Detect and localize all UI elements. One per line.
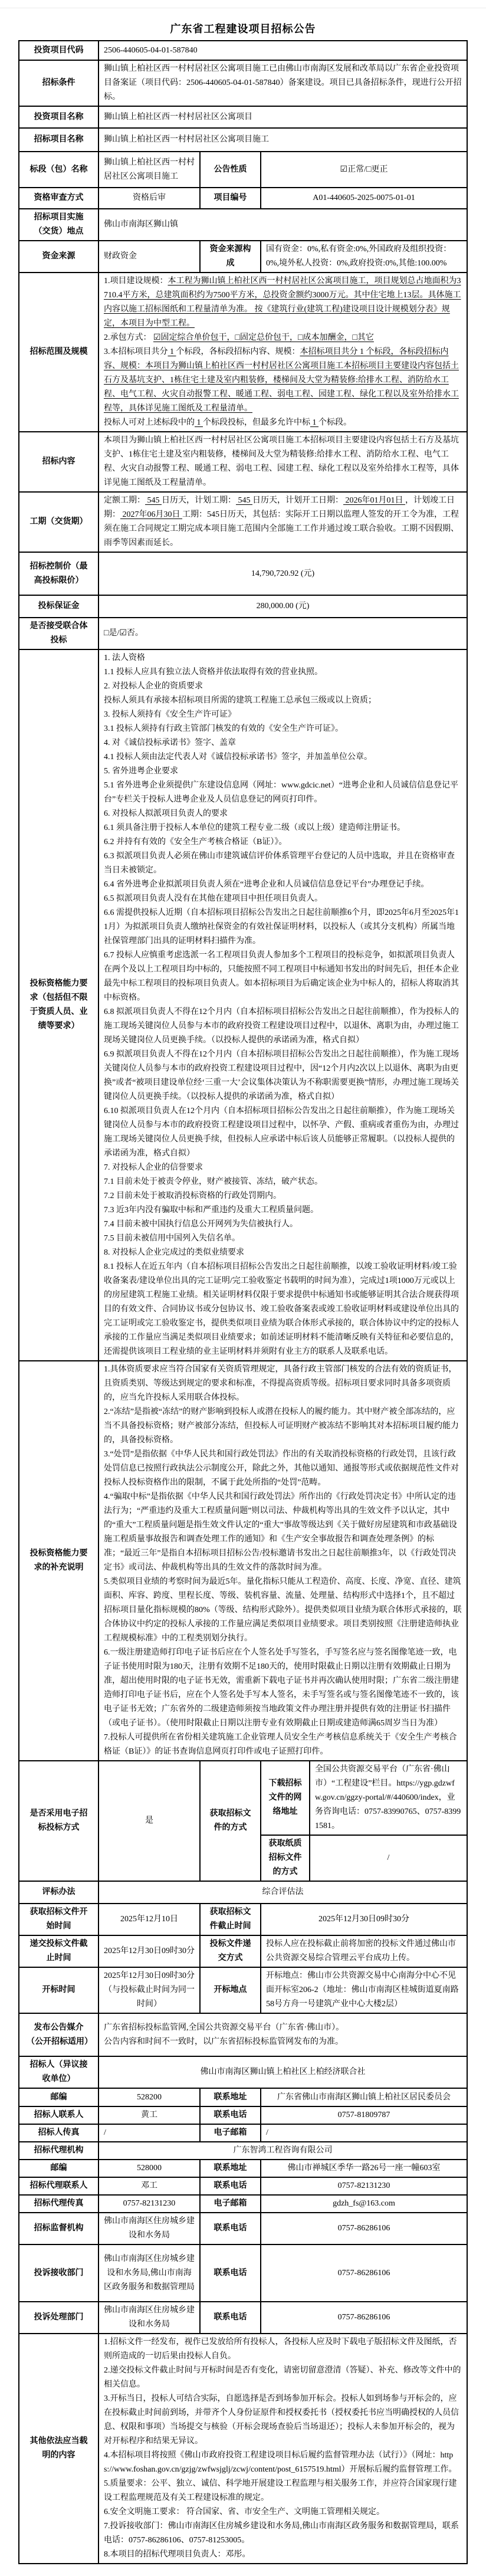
value-document-obtain-start: 2025年12月10日 [98, 1904, 200, 1935]
value-section-name: 狮山镇上柏社区西一村村居社区公寓项目施工 [98, 152, 200, 188]
label-tenderer-address: 联系地址 [200, 2088, 261, 2106]
value-supervision-phone: 0757-86286106 [261, 2213, 467, 2244]
value-other-contents: 1.招标文件一经发布，视作已发放给所有投标人，各投标人应及时下载电子版招标文件及图纸，否则所造成的一切后果由投标人自负。 2.递交投标文件截止时间与开标时间是否有变化，请密切留意澄清（答疑）、补充、修改等文件中的相关信息。 3.开标当日，投标人可结合实际，自愿选择是否到场参加开标会。投标人如到场参与开标会的，应在投标截止时间前到场，并带齐个人身份证原件和授权委托书（授权委托书应当明确授权的人员信息、权限和事项）当场提交与核验（开标会现场查验后当场退还）；投标人未参加开标会的，视为对开标程序和结果无异议。 4.本招标项目将按照《佛山市政府投资工程建设项目标后履约监督管理办法（试行）》（网址：https://www.foshan.gov.cn/gzjg/zwfwsjglj/zcwj/content/post_6157519.html）开展标后履约监督管理工作。 5.质量要求：公平、独立、诚信、科学地开展建设工程监理与相关服务工作，并应符合国家现行建设工程监理规范及有关工程建设标准的规定。 6.安全文明施工要求： 符合国家、省、市安全生产、文明施工管理相关规定。 7.投诉接收部门：佛山市南海区住房城乡建设和水务局,佛山市南海区政务服务和数据管理局，联系电话：0757-86286106、0757-81253005。 8.本项目的招标代理项目负责人：邓彤。 [98, 2334, 467, 2564]
value-investment-project-code: 2506-440605-04-01-587840 [98, 41, 467, 60]
label-tenderer-postcode: 邮编 [19, 2088, 98, 2106]
row-duration [19, 492, 467, 552]
label-announcement-nature: 公告性质 [200, 152, 261, 188]
label-tender-conditions: 招标条件 [19, 60, 98, 106]
page [0, 8, 486, 2564]
label-agency-contact: 招标代理联系人 [19, 2177, 98, 2195]
row-agency-fax [19, 2195, 467, 2213]
value-tender-content: 本项目为狮山镇上柏社区西一村村居社区公寓项目施工本招标项目主要建设内容包括土石方及基坑支护、1栋住宅土建及室内粗装修，楼梯间及大堂为精装修:给排水工程、消防给水工程、电气工程、火灾自动报警工程、暖通工程、弱电工程、园建工程、绿化工程以及室外给排水工程等，具体详见施工图纸及工程量清单。 [98, 432, 467, 492]
row-delivery-location [19, 209, 467, 241]
label-document-obtain-deadline: 获取招标文件截止时间 [200, 1904, 261, 1935]
label-tender-project-name: 招标项目名称 [19, 128, 98, 152]
label-bid-opening-time: 开标时间 [19, 1967, 98, 2013]
label-complaint-handling: 投诉处理部门 [19, 2302, 98, 2334]
label-project-number: 项目编号 [200, 188, 261, 209]
label-complaint-handling-phone: 联系电话 [200, 2302, 261, 2334]
label-duration: 工期（交货期） [19, 492, 98, 552]
row-agency-postcode [19, 2160, 467, 2177]
value-investment-project-name: 狮山镇上柏社区西一村村居社区公寓项目 [98, 106, 467, 128]
row-qualification-review [19, 188, 467, 209]
label-agency: 招标代理机构 [19, 2142, 98, 2160]
value-qualification-review-method: 资格后审 [98, 188, 200, 209]
value-tender-conditions: 狮山镇上柏社区西一村村居社区公寓项目施工已由佛山市南海区发展和改革局以广东省企业投资项目备案证（项目代码：2506-440605-04-01-587840）备案建设。项目已具备招标条件，现进行公开招标。 [98, 60, 467, 106]
value-complaint-receiving-phone: 0757-86286106 [261, 2244, 467, 2302]
value-duration: 定额工期： 545 日历天，计划工期： 545 日历天，计划开工日期： 2026年01月01日 ，计划竣工日期： 2027年06月30日 工期：545日历天，其包括：实际开工日期以监理人签发的开工令为准，工程须在施工合同规定工期完成本项目施工范围内全部施工工作并通过竣工联合验收。工期不因假期、雨季等因素而延长。 [98, 492, 467, 552]
label-supervision: 招标监督机构 [19, 2213, 98, 2244]
label-other-contents: 其他依法应当载明的内容 [19, 2334, 98, 2564]
row-tenderer-fax [19, 2124, 467, 2142]
label-tenderer-email: 电子邮箱 [200, 2124, 261, 2142]
announcement-table-body [19, 41, 467, 2564]
value-evaluation-method: 综合评估法 [98, 1881, 467, 1904]
value-bid-submission-method: 投标人应在投标截止前将加密的投标文件通过佛山市公共资源交易综合管理云平台成功上传。 [261, 1935, 467, 1967]
label-document-obtain-start: 获取招标文件开始时间 [19, 1904, 98, 1935]
row-qualification-supplement [19, 1361, 467, 1761]
label-paper-documents: 获取纸质招标文件的方式 [261, 1835, 310, 1881]
label-agency-phone: 联系电话 [200, 2177, 261, 2195]
page-title: 广东省工程建设项目招标公告 [170, 23, 316, 35]
label-bid-bond: 投标保证金 [19, 595, 98, 618]
row-complaint-receiving [19, 2244, 467, 2302]
row-tender-conditions [19, 60, 467, 106]
value-announcement-media: 广东省招标投标监管网,全国公共资源交易平台（广东省·佛山市）。 公告内容和时间不一致时，以广东省招标投标监管网发布的为准。 [98, 2013, 467, 2056]
value-project-number: A01-440605-2025-0075-01-01 [261, 188, 467, 209]
label-funding-source: 资金来源 [19, 241, 98, 273]
row-other-contents [19, 2334, 467, 2564]
row-control-price [19, 552, 467, 595]
value-bid-bond: 280,000.00 (元) [98, 595, 467, 618]
label-announcement-media: 发布公告媒介（公开招标适用） [19, 2013, 98, 2056]
row-section-name [19, 152, 467, 188]
row-tender-project-name [19, 128, 467, 152]
value-tenderer-address: 广东省佛山市南海区狮山镇上柏社区居民委员会 [261, 2088, 467, 2106]
label-agency-postcode: 邮编 [19, 2160, 98, 2177]
row-investment-project-code [19, 41, 467, 60]
row-tenderer [19, 2056, 467, 2088]
label-agency-email: 电子邮箱 [200, 2195, 261, 2213]
value-bidder-qualification-requirements: 1. 法人资格 1.1 投标人应具有独立法人资格并依法取得有效的营业执照。 2. 对投标人企业的资质要求 投标人须具有承接本招标项目所需的建筑工程施工总承包三级或以上资质； 3. 投标人须持有《安全生产许可证》 3.1 投标人须持有行政主管部门核发的有效的《安全生产许可证》。 4. 对《诚信投标承诺书》签字、盖章 4.1 投标人须由法定代表人对《诚信投标承诺书》签字，并加盖单位公章。 5. 省外进粤企业要求 5.1 省外进粤企业须提供广东建设信息网（网址：www.gdcic.net）“进粤企业和人员诚信信息登记平台”专栏关于投标人进粤企业及人员信息登记的网页打印件。 6. 对投标人拟派项目负责人的要求 6.1 须具备注册于投标人本单位的建筑工程专业二级（或以上级）建造师注册证书。 6.2 并持有有效的《安全生产考核合格证（B证）》。 6.3 拟派项目负责人必须在佛山市建筑诚信评价体系管理平台登记的人员中选取，并且在资格审查当日未被锁定。 6.4 省外进粤企业拟派项目负责人须在“进粤企业和人员诚信信息登记平台”办理登记手续。 6.5 拟派项目负责人没有在其他在建项目中担任项目负责人。 6.6 需提供投标人近期（自本招标项目招标公告发出之日起往前顺推6个月，即2025年6月至2025年11月）为拟派项目负责人缴纳社保资金的有效社保证明材料，以投标人（或其分支机构）所属当地社保管理部门出具的证明材料扫描件为准。 6.7 投标人应慎重考虑选派一名工程项目负责人参加多个工程项目的投标竞争，如拟派项目负责人在两个及以上工程项目均中标的，只能按照不同工程项目中标通知书发出的时间先后，担任本企业最先中标工程项目的投标项目负责人。如本招标项目为后确定该企业为中标人的，招标人将取消其中标资格。 6.8 拟派项目负责人不得在12个月内（自本招标项目招标公告发出之日起往前顺推），作为投标人的施工现场关键岗位人员参与本市的政府投资工程建设项目过程中，以退休、离职为由，办理过施工现场关键岗位人员更换手续。（以投标人提供的承诺函为准，格式自拟） 6.9 拟派项目负责人不得在12个月内（自本招标项目招标公告发出之日起往前顺推），作为施工现场关键岗位人员参与本市的政府投资工程建设项目过程中，因“12个月内2次以上以退休、离职为由更换”或者“被项目建设单位经‘三重一大’会议集体决策认为不称职需要更换”情形，办理过施工现场关键岗位人员更换手续。（以投标人提供的承诺函为准，格式自拟） 6.10 拟派项目负责人在12个月内（自本招标项目招标公告发出之日起往前顺推），作为施工现场关键岗位人员参与本市的政府投资工程建设项目过程中，以怀孕、产假、重病或者重伤为由，办理过施工现场关键岗位人员更换手续，但投标人应承诺中标后该人员能够正常履职。（以投标人提供的承诺函为准，格式自拟） 7. 对投标人企业的信誉要求 7.1 目前未处于被责令停业，财产被接管、冻结，破产状态。 7.2 目前未处于被取消投标资格的行政处罚期内。 7.3 近3年内没有骗取中标和严重违约及重大工程质量问题。 7.4 目前未被中国执行信息公开网列为失信被执行人。 7.5 目前未被信用中国列入失信名单。 8. 对投标人企业完成过的类似业绩要求 8.1 投标人在近五年内（自本招标项目招标公告发出之日起往前顺推，以竣工验收证明材料/竣工验收备案表/建设单位出具的完工证明/完工验收鉴定书载明的时间为准），完成过1项1000万元或以上的房屋建筑工程施工业绩。相关证明材料仅限于要求提供中标通知书或能够证明其合法合规获得项目的有效文件、合同协议书或分包协议书、竣工验收备案表或竣工验收证明材料或建设单位出具的完工证明或完工验收鉴定书，提供类似项目业绩为联合体形式承接的，联合体协议中约定的投标人承接的工作量应当满足类似项目业绩要求；如前述证明材料不能清晰反映有关特征和必要信息的，还需提供该项目工程业绩的业主证明材料并须附有业主方的联系人及联系电话。 [98, 649, 467, 1361]
row-tenderer-contact [19, 2106, 467, 2124]
value-agency: 广东智鸿工程咨询有限公司 [98, 2142, 467, 2160]
value-funding-source: 财政资金 [98, 241, 200, 273]
row-investment-project-name [19, 106, 467, 128]
label-funding-composition: 资金来源构成 [200, 241, 261, 273]
row-supervision [19, 2213, 467, 2244]
value-tender-project-name: 狮山镇上柏社区西一村村居社区公寓项目施工 [98, 128, 467, 152]
value-agency-email: gdzh_fs@163.com [261, 2195, 467, 2213]
value-funding-composition: 国有资金：0%,私有资金:0%,外国政府及组织投资：0%,境外私人投资：0%,政府投资:0%,其他:100.00% [261, 241, 467, 273]
label-bid-submission-deadline: 递交投标文件截止时间 [19, 1935, 98, 1967]
value-delivery-location: 佛山市南海区狮山镇 [98, 209, 467, 241]
value-tenderer-contact: 黄工 [98, 2106, 200, 2124]
value-tenderer: 佛山市南海区狮山镇上柏社区上柏经济联合社 [98, 2056, 467, 2088]
value-complaint-receiving: 佛山市南海区住房城乡建设和水务局,佛山市南海区政务服务和数据管理局 [98, 2244, 200, 2302]
label-qualification-supplement: 投标资格能力要求的补充说明 [19, 1361, 98, 1761]
row-tenderer-postcode [19, 2088, 467, 2106]
value-download-url: 全国公共资源交易平台（广东省·佛山市）“工程建设”栏目。https://ygp.gdzwfw.gov.cn/ggzy-portal/#/440600/index，业务咨询电话：0757-83990765、0757-83991581。 [310, 1761, 467, 1835]
value-paper-documents: / [310, 1835, 467, 1881]
value-complaint-handling: 佛山市南海区住房城乡建设和水务局 [98, 2302, 200, 2334]
tender-announcement-table [18, 40, 468, 2564]
value-announcement-nature: ☑正常/□更正 [261, 152, 467, 188]
row-evaluation-method [19, 1881, 467, 1904]
label-obtain-documents-method: 获取招标文件的方式 [200, 1761, 261, 1881]
value-tenderer-email: / [261, 2124, 467, 2142]
label-download-url: 下载招标文件的网络地址 [261, 1761, 310, 1835]
label-agency-address: 联系地址 [200, 2160, 261, 2177]
label-consortium-bidding: 是否接受联合体投标 [19, 618, 98, 649]
label-tenderer-contact: 招标人联系人 [19, 2106, 98, 2124]
label-control-price: 招标控制价（最高投标限价） [19, 552, 98, 595]
value-tenderer-fax: / [98, 2124, 200, 2142]
value-electronic-bidding: 是 [98, 1761, 200, 1881]
row-bid-bond [19, 595, 467, 618]
label-electronic-bidding: 是否采用电子招标投标方式 [19, 1761, 98, 1881]
row-bid-opening [19, 1967, 467, 2013]
label-tenderer-fax: 招标人传真 [19, 2124, 98, 2142]
label-delivery-location: 招标项目实施（交货）地点 [19, 209, 98, 241]
value-agency-postcode: 528000 [98, 2160, 200, 2177]
value-bid-opening-place: 开标地点：佛山市公共资源交易中心南海分中心不见面开标室206-2（地址：佛山市南海区桂城街道夏南路58号方舟一号建筑产业中心大楼2层） [261, 1967, 467, 2013]
value-document-obtain-deadline: 2025年12月30日09时30分 [261, 1904, 467, 1935]
label-tenderer-phone: 联系电话 [200, 2106, 261, 2124]
label-bidder-qualification-requirements: 投标资格能力要求（包括但不限于资质人员、业绩等要求） [19, 649, 98, 1361]
value-consortium-bidding: □是/☑否。 [98, 618, 467, 649]
value-tenderer-phone: 0757-81809787 [261, 2106, 467, 2124]
row-electronic-bidding [19, 1761, 467, 1835]
row-bid-submission [19, 1935, 467, 1967]
row-tender-scope [19, 273, 467, 432]
label-investment-project-code: 投资项目代码 [19, 41, 98, 60]
row-document-obtain-time [19, 1904, 467, 1935]
value-supervision: 佛山市南海区住房城乡建设和水务局 [98, 2213, 200, 2244]
label-section-name: 标段（包）名称 [19, 152, 98, 188]
value-agency-phone: 0757-82131230 [261, 2177, 467, 2195]
label-bid-opening-place: 开标地点 [200, 1967, 261, 2013]
value-tenderer-postcode: 528200 [98, 2088, 200, 2106]
row-agency-contact [19, 2177, 467, 2195]
value-qualification-supplement: 1.具体资质要求应当符合国家有关资质管理规定，具备行政主管部门核发的合法有效的资质证书，且资质类别、等级达到规定的要求和标准，不得提高资质等级。招标项目要求同时具备多项资质的，应当允许投标人采用联合体投标。 2.“冻结”是指被“冻结”的财产影响到投标人或潜在投标人的履约能力。其中财产被全部冻结的，应当不具备投标资格；财产被部分冻结，但投标人可证明财产被冻结不影响其对本招标项目履约能力的，具备投标资格。 3.“处罚”是指依据《中华人民共和国行政处罚法》作出的有关取消投标资格的行政处罚，且该行政处罚信息已按照行政执法公示制度公开，除此之外，其他以通知、通报等形式或依据规范性文件对投标人投标资格作出的限制，不属于此处所指的“处罚”范畴。 4.“骗取中标”是指依据《中华人民共和国行政处罚法》所作出的《行政处罚决定书》中所认定的违法行为；“严重违约及重大工程质量问题”则以司法、仲裁机构等出具的生效文件予以认定，其中的“重大”工程质量问题是指生效文件认定的“重大”事故等级达到《关于做好房屋建筑和市政基础设施工程质量事故报告和调查处理工作的通知》和《生产安全事故报告和调查处理条例》的标准；“最近三年”是指自本招标项目招标公告/投标邀请书发出之日起往前顺推3年，以《行政处罚决定书》或司法、仲裁机构等出具的生效文件的落款时间为准。 5.类似项目业绩的考察时间为最近5年。量化指标只能从工程造价、高度、长度、净宽、直径、建筑面积、库容、跨度、里程长度、等级、装机容量、流量、处理量、结构形式中选择1个，且不超过招标项目量化指标规模的80%（等级、结构形式除外）。提供类似项目业绩为联合体形式承接的，联合体协议中约定的投标人承接的工作量应满足类似项目业绩要求。项目类别按照《注册建造师执业工程规模标准》中的工程类别划分执行。 6.一级注册建造师打印电子证书后应在个人签名处手写签名，手写签名应与签名图像笔迹一致，电子证书使用时限为180天，注册有效期不足180天的，使用时限截止日期以注册有效期截止日期为准，超出使用时限的电子证书无效，需重新下载电子证书并再次确认使用时限；广东省二级注册建造师打印电子证书后，应在个人签名处手写本人签名，未手写签名或与签名图像笔迹不一致的，该电子证书无效；广东省外的二级建造师须按当地政策文件办理注册并提供有效的注册证书扫描件（或电子证书）。（使用时限截止日期以注册专业有效期截止日期或建造师满65周岁当日为准） 7.投标人可提供所在省份相关建筑施工企业管理人员安全生产考核信息系统关于《安全生产考核合格证（B证）》的证书查询信息网页打印件或电子证照打印件。 [98, 1361, 467, 1761]
row-announcement-media [19, 2013, 467, 2056]
value-agency-contact: 邓工 [98, 2177, 200, 2195]
label-qualification-review-method: 资格审查方式 [19, 188, 98, 209]
label-agency-fax: 招标代理传真 [19, 2195, 98, 2213]
row-tender-content [19, 432, 467, 492]
label-investment-project-name: 投资项目名称 [19, 106, 98, 128]
value-agency-fax: 0757-82131230 [98, 2195, 200, 2213]
row-funding-source [19, 241, 467, 273]
label-complaint-receiving: 投诉接收部门 [19, 2244, 98, 2302]
row-bidder-qualification-requirements [19, 649, 467, 1361]
label-tenderer: 招标人（异议接收单位） [19, 2056, 98, 2088]
label-complaint-receiving-phone: 联系电话 [200, 2244, 261, 2302]
label-tender-scope: 招标范围及规模 [19, 273, 98, 432]
value-complaint-handling-phone: 0757-86286106 [261, 2302, 467, 2334]
label-supervision-phone: 联系电话 [200, 2213, 261, 2244]
label-bid-submission-method: 投标文件递交方式 [200, 1935, 261, 1967]
label-tender-content: 招标内容 [19, 432, 98, 492]
row-complaint-handling [19, 2302, 467, 2334]
value-agency-address: 佛山市禅城区季华一路26号一座一幢603室 [261, 2160, 467, 2177]
value-tender-scope: 1.项目建设规模：本工程为狮山镇上柏社区西一村村居社区公寓项目施工，项目规划总占地面积为3710.4平方米，总建筑面积约为7500平方米，总投资金额约3000万元。其中住宅地上13层。具体施工内容以施工招标图纸和工程量清单为准。 按《建筑行业(建筑工程)建设项目设计规模划分表》规定，本项目为中型工程。 2.承包方式： ☑固定综合单价包干，□固定总价包干，□成本加酬金，□其它 3.本招标项目共分 1 个标段，各标段招标内容、规模：本招标项目共分 1 个标段，各标段招标内容、规模：本项目为狮山镇上柏社区西一村村居社区公寓项目施工本招标项目主要建设内容包括土石方及基坑支护、1栋住宅土建及室内粗装修，楼梯间及大堂为精装修:给排水工程、消防给水工程、电气工程、火灾自动报警工程、暖通工程、弱电工程、园建工程、绿化工程以及室外给排水工程等，具体详见施工图纸及工程量清单。 投标人可对上述标段中的 1 个标段投标，但最多允许中标 1 个标段。 [98, 273, 467, 432]
value-bid-submission-deadline: 2025年12月30日09时30分 [98, 1935, 200, 1967]
row-agency [19, 2142, 467, 2160]
value-bid-opening-time: 2025年12月30日09时30分（与投标截止时间为同一时间） [98, 1967, 200, 2013]
value-control-price: 14,790,720.92 (元) [98, 552, 467, 595]
label-evaluation-method: 评标办法 [19, 1881, 98, 1904]
row-consortium-bidding [19, 618, 467, 649]
